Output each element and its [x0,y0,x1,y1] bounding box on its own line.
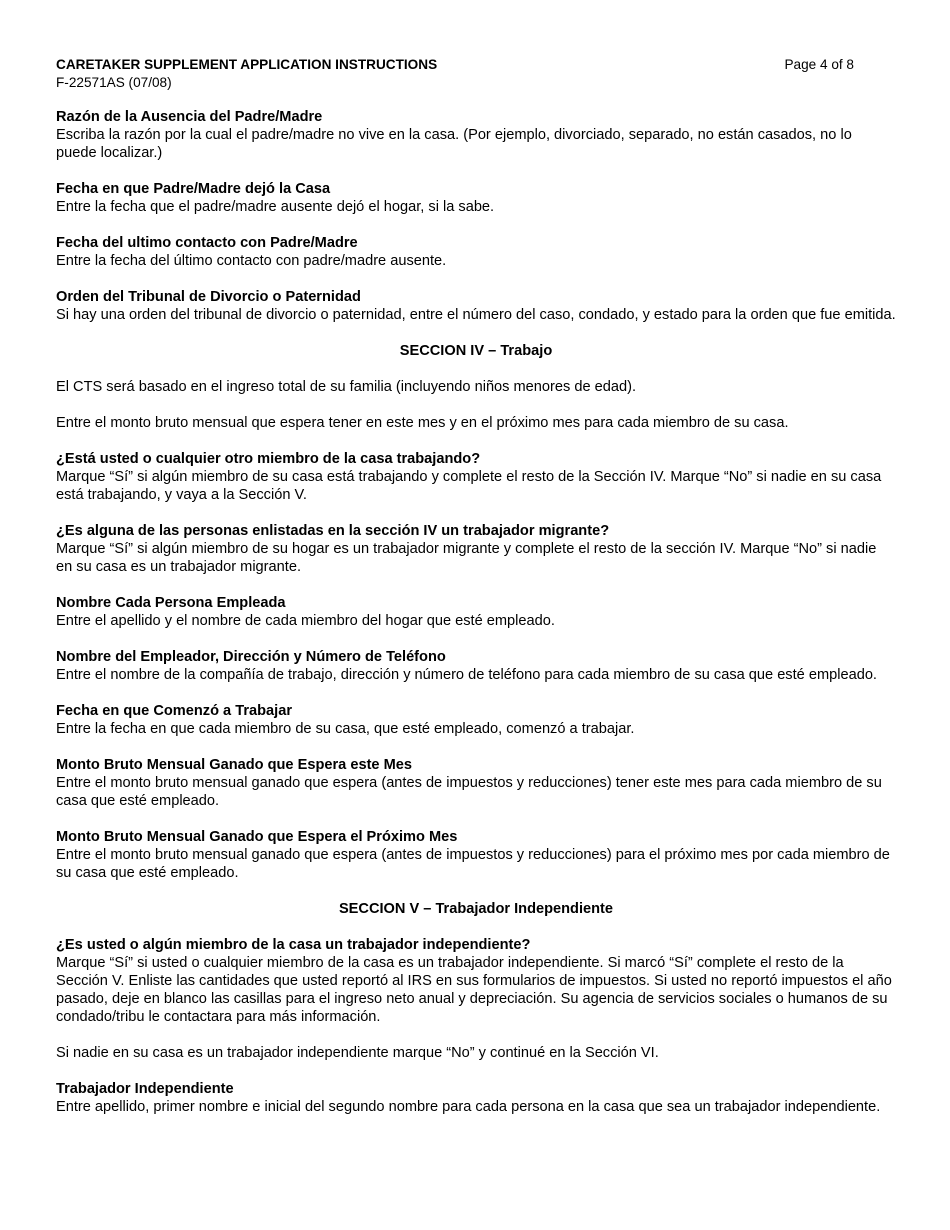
instruction-block [56,648,896,684]
instruction-text: Escriba la razón por la cual el padre/madre no vive en la casa. (Por ejemplo, divorciado, separado, no están casados, no lo puede localizar.) [56,127,852,161]
instruction-block [56,180,896,216]
instruction-heading: Fecha del ultimo contacto con Padre/Madre [56,235,358,251]
instruction-text: Entre el nombre de la compañía de trabajo, dirección y número de teléfono para cada miembro de su casa que esté empleado. [56,667,877,683]
page-number: Page 4 of 8 [784,57,854,72]
document-page [56,56,896,1134]
instruction-text: Entre la fecha en que cada miembro de su casa, que esté empleado, comenzó a trabajar. [56,721,635,737]
instruction-text: Entre el monto bruto mensual ganado que espera (antes de impuestos y reducciones) tener este mes para cada miembro de su casa que esté empleado. [56,775,882,809]
instruction-heading: Monto Bruto Mensual Ganado que Espera este Mes [56,757,412,773]
instruction-block [56,234,896,270]
instruction-heading: Fecha en que Padre/Madre dejó la Casa [56,181,331,197]
instruction-text: Entre apellido, primer nombre e inicial del segundo nombre para cada persona en la casa que sea un trabajador independiente. [56,1099,881,1115]
instruction-text: Entre la fecha del último contacto con padre/madre ausente. [56,253,447,269]
instruction-heading: ¿Está usted o cualquier otro miembro de la casa trabajando? [56,451,481,467]
instruction-text: Entre el monto bruto mensual ganado que espera (antes de impuestos y reducciones) para el próximo mes por cada miembro de su casa que esté empleado. [56,847,890,881]
form-number: F-22571AS (07/08) [56,75,172,90]
instruction-text: Entre la fecha que el padre/madre ausente dejó el hogar, si la sabe. [56,199,495,215]
instruction-block [56,288,896,324]
instruction-heading: Trabajador Independiente [56,1081,234,1097]
instruction-block [56,594,896,630]
instruction-heading: Nombre del Empleador, Dirección y Número de Teléfono [56,649,446,665]
paragraph: Entre el monto bruto mensual que espera tener en este mes y en el próximo mes para cada miembro de su casa. [56,415,789,431]
paragraph: Si nadie en su casa es un trabajador independiente marque “No” y continué en la Sección VI. [56,1045,659,1061]
instruction-block [56,522,896,576]
instruction-text: Marque “Sí” si algún miembro de su hogar es un trabajador migrante y complete el resto de la sección IV. Marque “No” si nadie en su casa es un trabajador migrante. [56,541,877,575]
paragraph: El CTS será basado en el ingreso total de su familia (incluyendo niños menores de edad). [56,379,637,395]
instruction-text: Marque “Sí” si algún miembro de su casa está trabajando y complete el resto de la Sección IV. Marque “No” si nadie en su casa está trabajando, y vaya a la Sección V. [56,469,882,503]
instruction-heading: Nombre Cada Persona Empleada [56,595,286,611]
instruction-block [56,108,896,162]
instruction-text: Marque “Sí” si usted o cualquier miembro de la casa es un trabajador independiente. Si marcó “Sí” complete el resto de la Sección V. Enliste las cantidades que usted reportó al IRS en sus formularios de impuestos. Si usted no reportó impuestos el año pasado, deje en blanco las casillas para el ingreso neto anual y depreciación. Su agencia de servicios sociales o humanos de su condado/tribu le contactara para más información. [56,955,892,1025]
instruction-heading: Orden del Tribunal de Divorcio o Paternidad [56,289,361,305]
instruction-heading: Monto Bruto Mensual Ganado que Espera el Próximo Mes [56,829,458,845]
instruction-heading: ¿Es usted o algún miembro de la casa un trabajador independiente? [56,937,531,953]
page-header [56,56,854,74]
document-title: CARETAKER SUPPLEMENT APPLICATION INSTRUCTIONS [56,57,438,72]
instruction-heading: Razón de la Ausencia del Padre/Madre [56,109,323,125]
section-title: SECCION IV – Trabajo [399,343,553,359]
instruction-heading: Fecha en que Comenzó a Trabajar [56,703,293,719]
instruction-block [56,450,896,504]
instruction-text: Si hay una orden del tribunal de divorcio o paternidad, entre el número del caso, condado, y estado para la orden que fue emitida. [56,307,896,323]
instruction-block [56,936,896,1026]
instruction-heading: ¿Es alguna de las personas enlistadas en la sección IV un trabajador migrante? [56,523,610,539]
section-title: SECCION V – Trabajador Independiente [338,901,614,917]
instruction-block [56,756,896,810]
instruction-block [56,1080,896,1116]
instruction-text: Entre el apellido y el nombre de cada miembro del hogar que esté empleado. [56,613,555,629]
instruction-block [56,702,896,738]
instruction-block [56,828,896,882]
